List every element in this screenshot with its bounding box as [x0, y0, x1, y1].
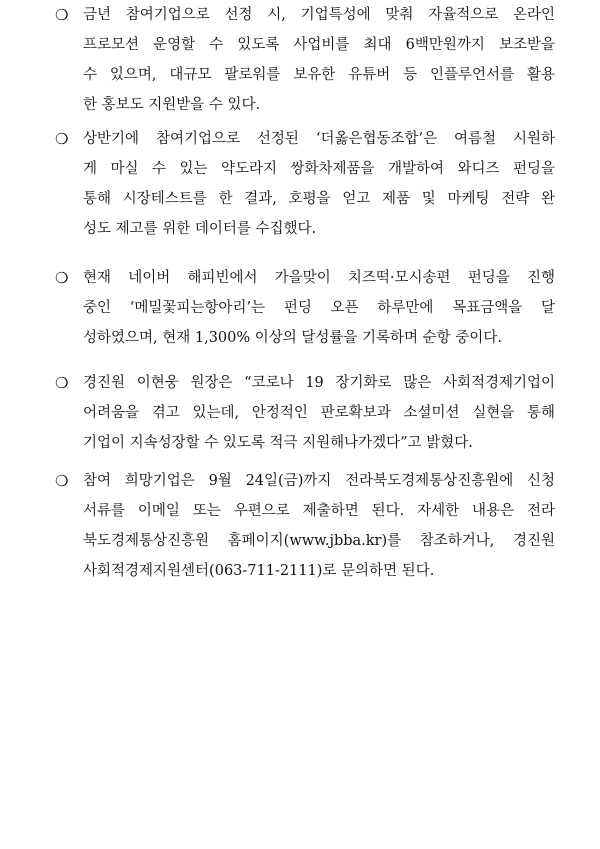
paragraph-line-last: 한 홍보도 지원받을 수 있다. — [83, 97, 261, 113]
paragraph-director-quote — [55, 368, 555, 458]
paragraph-line: 금년 참여기업으로 선정 시, 기업특성에 맞춰 자율적으로 온라인 — [83, 7, 555, 23]
paragraph-application-info — [55, 466, 555, 586]
paragraph-first-half-case — [55, 124, 555, 244]
paragraph-online-promotion-support — [55, 0, 555, 120]
paragraph-line: 어려움을 겪고 있는데, 안정적인 판로확보과 소셜미션 실현을 통해 — [83, 405, 555, 421]
circle-bullet-icon: ❍ — [55, 472, 69, 490]
paragraph-line-last: 성도 제고를 위한 데이터를 수집했다. — [83, 221, 317, 237]
paragraph-line: 경진원 이현웅 원장은 “코로나 19 장기화로 많은 사회적경제기업이 — [83, 375, 555, 391]
paragraph-line: 수 있으며, 대규모 팔로워를 보유한 유튜버 등 인플루언서를 활용 — [83, 67, 555, 83]
paragraph-line: 참여 희망기업은 9월 24일(금)까지 전라북도경제통상진흥원에 신청 — [83, 473, 555, 489]
paragraph-line: 통해 시장테스트를 한 결과, 호평을 얻고 제품 및 마케팅 전략 완 — [83, 191, 555, 207]
circle-bullet-icon: ❍ — [55, 374, 69, 392]
circle-bullet-icon: ❍ — [55, 6, 69, 24]
paragraph-line: 북도경제통상진흥원 홈페이지(www.jbba.kr)를 참조하거나, 경진원 — [83, 533, 555, 549]
circle-bullet-icon: ❍ — [55, 269, 69, 287]
paragraph-line-last: 사회적경제지원센터(063-711-2111)로 문의하면 된다. — [83, 563, 435, 579]
circle-bullet-icon: ❍ — [55, 130, 69, 148]
paragraph-line: 상반기에 참여기업으로 선정된 ‘더옳은협동조합’은 여름철 시원하 — [83, 131, 555, 147]
paragraph-line-last: 성하였으며, 현재 1,300% 이상의 달성률을 기록하며 순항 중이다. — [83, 330, 502, 346]
paragraph-line: 중인 ‘메밀꽃피는항아리’는 펀딩 오픈 하루만에 목표금액을 달 — [83, 300, 555, 316]
paragraph-happybean-funding — [55, 263, 555, 353]
paragraph-line: 서류를 이메일 또는 우편으로 제출하면 된다. 자세한 내용은 전라 — [83, 503, 555, 519]
paragraph-line: 게 마실 수 있는 약도라지 쌍화차제품을 개발하여 와디즈 펀딩을 — [83, 161, 555, 177]
paragraph-line-last: 기업이 지속성장할 수 있도록 적극 지원해나가겠다”고 밝혔다. — [83, 435, 473, 451]
paragraph-line: 현재 네이버 해피빈에서 가을맞이 치즈떡·모시송편 펀딩을 진행 — [83, 270, 555, 286]
paragraph-line: 프로모션 운영할 수 있도록 사업비를 최대 6백만원까지 보조받을 — [83, 37, 555, 53]
